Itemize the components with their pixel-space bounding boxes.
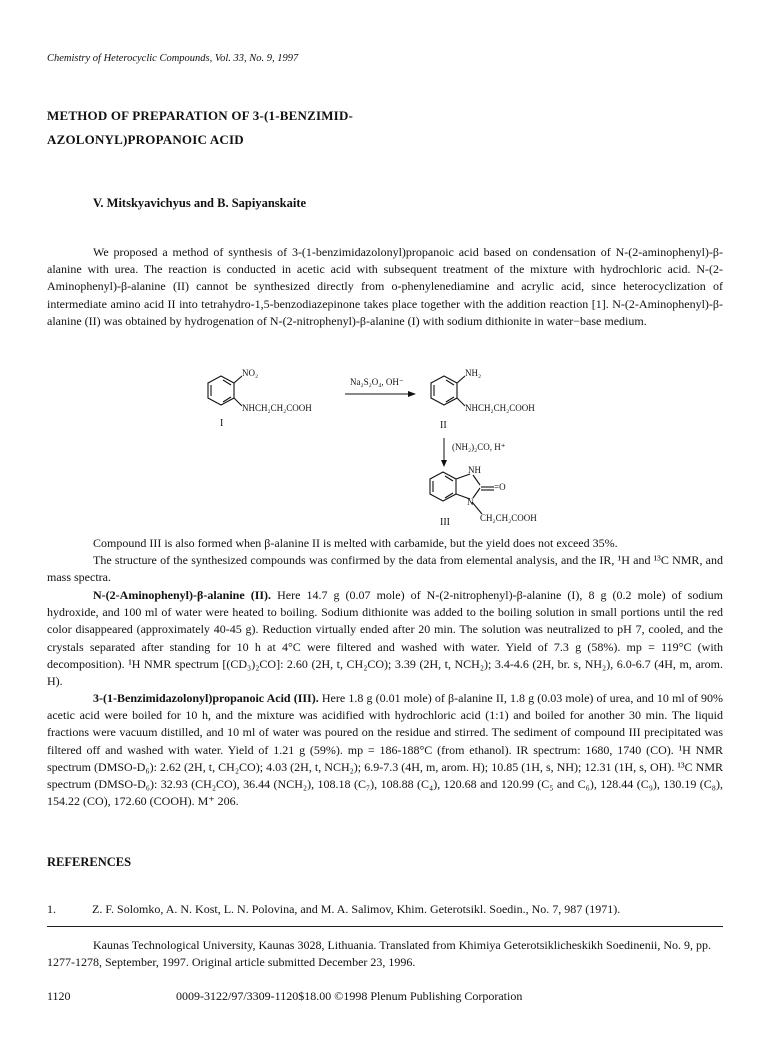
experimental-compound-II-heading: N-(2-Aminophenyl)-β-alanine (II). xyxy=(93,588,272,602)
experimental-compound-II-text: Here 14.7 g (0.07 mole) of N-(2-nitrophenyl)-β-alanine (I), 8 g (0.2 mole) of sodium hydroxide, and 100 ml of water were heated to boiling. Sodium dithionite was added to the boiling solution in small portions until the red color disappeared (approximately 40-45 g). Reduction virtually ended after 20 min. The solution was neutralized to pH 7, cooled, and the crystals separated after standing for 10 h at 4°C were filtered and washed with water. Yield of 7.3 g (58%). mp = 119°C (with decomposition). ¹H NMR spectrum [(CD₃)₂CO]: 2.60 (2H, t, CH₂CO); 3.39 (2H, t, NCH₂); 3.4-4.6 (2H, br. s, NH₂), 6.0-6.7 (4H, m, arom. H). xyxy=(47,588,723,689)
reagent-1: Na₂S₂O₄, OH⁻ xyxy=(350,377,404,387)
compound-II-sidechain: NHCH₂CH₂COOH xyxy=(465,403,535,413)
page-number: 1120 xyxy=(47,989,71,1003)
copyright-line: 0009-3122/97/3309-1120$18.00 ©1998 Plenum Publishing Corporation xyxy=(176,989,523,1003)
compound-I-sidechain: NHCH₂CH₂COOH xyxy=(242,403,312,413)
compound-I-label: I xyxy=(220,418,224,429)
paragraph-structure: The structure of the synthesized compounds was confirmed by the data from elemental analysis, and the IR, ¹H and ¹³C NMR, and mass spectra. xyxy=(47,553,723,585)
footnote: Kaunas Technological University, Kaunas 3028, Lithuania. Translated from Khimiya Geterotsiklicheskikh Soedinenii, No. 9, pp. 1277-1278, September, 1997. Original article submitted December 23, 1996. xyxy=(47,938,712,969)
compound-II-amino: NH₂ xyxy=(465,368,482,378)
benzene-ring-I xyxy=(208,376,242,406)
compound-III-n: N xyxy=(467,497,474,507)
reaction-scheme xyxy=(190,362,590,532)
experimental-compound-III-heading: 3-(1-Benzimidazolonyl)propanoic Acid (III). xyxy=(93,691,319,705)
compound-III-label: III xyxy=(440,517,450,528)
compound-II-label: II xyxy=(440,420,447,431)
benzimidazolone-ring-III xyxy=(430,472,494,514)
reaction-arrow-2 xyxy=(441,438,447,467)
paragraph-melt: Compound III is also formed when β-alanine II is melted with carbamide, but the yield does not exceed 35%. xyxy=(93,536,618,550)
authors: V. Mitskyavichyus and B. Sapiyanskaite xyxy=(93,196,307,210)
experimental-compound-II xyxy=(47,587,723,690)
footnote-divider xyxy=(47,926,723,927)
compound-III-sidechain: CH₂CH₂COOH xyxy=(480,513,537,523)
journal-header: Chemistry of Heterocyclic Compounds, Vol. 33, No. 9, 1997 xyxy=(47,53,299,64)
reagent-2: (NH₂)₂CO, H⁺ xyxy=(452,442,506,452)
compound-III-carbonyl: =O xyxy=(494,482,506,492)
experimental-compound-III xyxy=(47,690,723,810)
reference-1-number: 1. xyxy=(47,902,56,916)
article-title-line2: AZOLONYL)PROPANOIC ACID xyxy=(47,132,244,147)
compound-I-nitro: NO₂ xyxy=(242,368,259,378)
experimental-compound-III-text: Here 1.8 g (0.01 mole) of β-alanine II, 1.8 g (0.03 mole) of urea, and 10 ml of 90% acetic acid were boiled for 10 h, and the mixture was acidified with hydrochloric acid (1:1) and boiled for another 30 min. The liquid fractions were vacuum distilled, and 10 ml of water was poured on the residue and stirred. The sediment of compound III precipitated was filtered off and washed with water. Yield of 1.21 g (59%). mp = 186-188°C (from ethanol). IR spectrum: 1680, 1740 (CO). ¹H NMR spectrum (DMSO-D₆): 2.62 (2H, t, CH₂CO); 4.03 (2H, t, NCH₂); 6.9-7.3 (4H, m, arom. H); 10.85 (1H, s, NH); 12.31 (1H, s, OH). ¹³C NMR spectrum (DMSO-D₆): 32.93 (CH₂CO), 36.44 (NCH₂), 108.18 (C₇), 108.88 (C₄), 120.68 and 120.99 (C₅ and C₆), 128.44 (C₉), 130.19 (C₈), 154.22 (CO), 172.60 (COOH). M⁺ 206. xyxy=(47,691,724,809)
benzene-ring-II xyxy=(431,376,465,406)
intro-paragraph: We proposed a method of synthesis of 3-(1-benzimidazolonyl)propanoic acid based on condensation of N-(2-aminophenyl)-β-alanine with urea. The reaction is conducted in acetic acid with subsequent treatment of the mixture with hydrochloric acid. N-(2-Aminophenyl)-β-alanine (II) cannot be synthesized directly from o-phenylenediamine and acrylic acid, since heterocyclization of intermediate amino acid II into tetrahydro-1,5-benzodiazepinone takes place together with the addition reaction [1]. N-(2-Aminophenyl)-β-alanine (II) was obtained by hydrogenation of N-(2-nitrophenyl)-β-alanine (I) with sodium dithionite in water−base medium. xyxy=(47,245,723,328)
reaction-arrow-1 xyxy=(345,391,416,397)
reference-1-text: Z. F. Solomko, A. N. Kost, L. N. Polovina, and M. A. Salimov, Khim. Geterotsikl. Soedin., No. 7, 987 (1971). xyxy=(92,902,621,916)
article-title-line1: METHOD OF PREPARATION OF 3-(1-BENZIMID- xyxy=(47,108,354,123)
references-heading: REFERENCES xyxy=(47,855,132,869)
compound-III-nh: NH xyxy=(468,465,481,475)
